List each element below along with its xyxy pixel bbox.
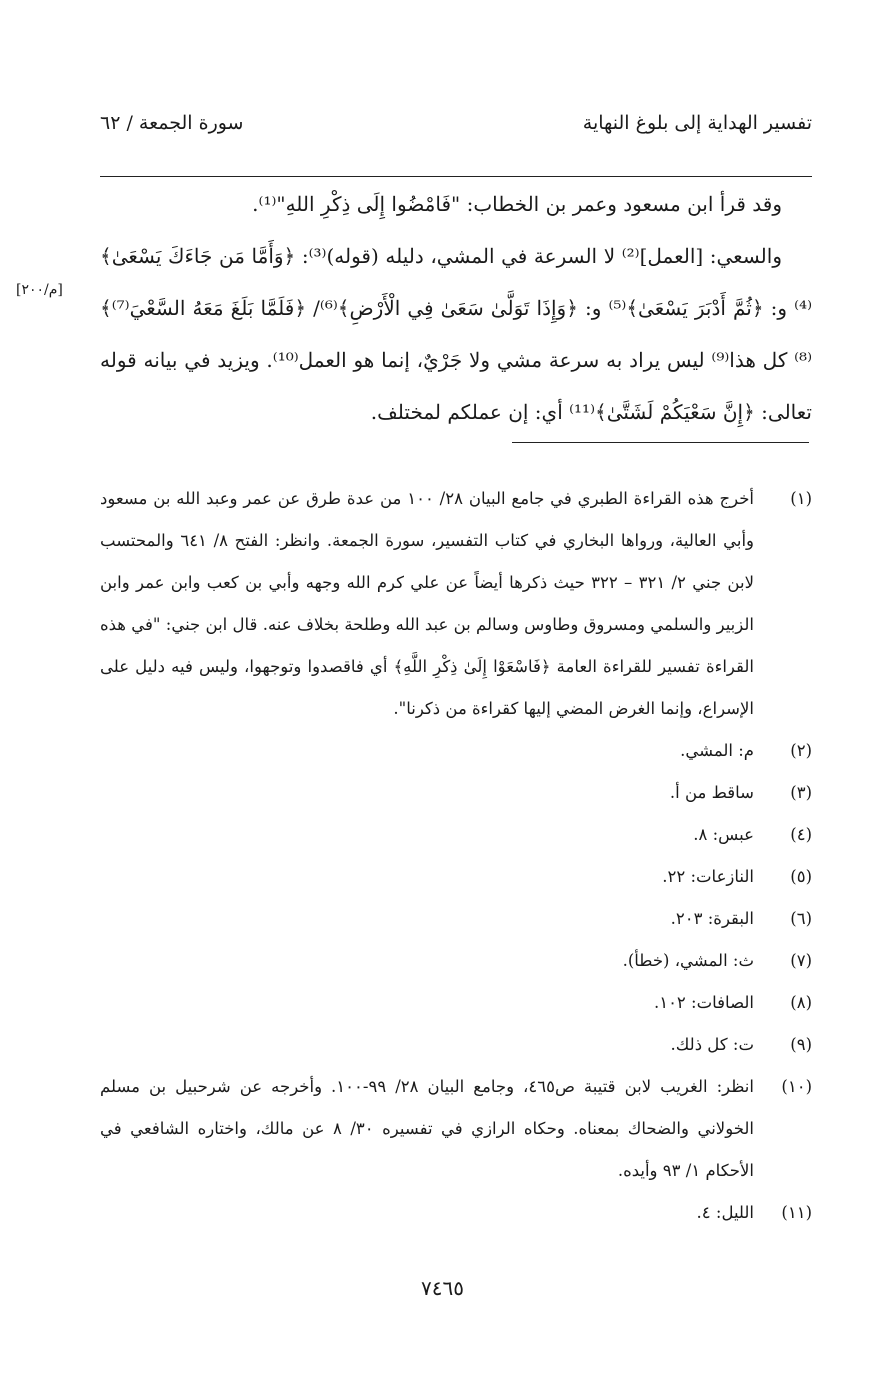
header-divider xyxy=(100,176,812,177)
footnote-7 xyxy=(100,940,812,982)
footnote-text: الصافات: ١٠٢. xyxy=(653,993,754,1012)
footnote-number: (٣) xyxy=(790,783,812,802)
footnote-3 xyxy=(100,772,812,814)
footnote-8 xyxy=(100,982,812,1024)
surah-page-label: سورة الجمعة / ٦٢ xyxy=(100,112,244,134)
book-title: تفسير الهداية إلى بلوغ النهاية xyxy=(582,112,812,134)
footnote-number: (٧) xyxy=(790,951,812,970)
footnote-number: (٨) xyxy=(790,993,812,1012)
footnote-9 xyxy=(100,1024,812,1066)
manuscript-marker: [م/٢٠٠] xyxy=(16,282,63,298)
footnote-text: عبس: ٨. xyxy=(693,825,754,844)
footnote-number: (١١) xyxy=(781,1203,812,1222)
footnote-number: (٩) xyxy=(790,1035,812,1054)
footnote-6 xyxy=(100,898,812,940)
footnote-number: (١) xyxy=(790,489,812,508)
main-text xyxy=(100,178,812,438)
footnote-text: النازعات: ٢٢. xyxy=(662,867,754,886)
footnote-number: (٢) xyxy=(790,741,812,760)
page-number: ٧٤٦٥ xyxy=(421,1276,464,1300)
footnote-divider xyxy=(512,442,809,443)
footnote-10 xyxy=(100,1066,812,1192)
footnote-number: (٥) xyxy=(790,867,812,886)
footnote-text: ساقط من أ. xyxy=(669,783,754,802)
footnote-text: ث: المشي، (خطأ). xyxy=(622,951,754,970)
footnote-number: (٤) xyxy=(790,825,812,844)
footnote-number: (٦) xyxy=(790,909,812,928)
running-header xyxy=(100,112,812,144)
footnote-text: أخرج هذه القراءة الطبري في جامع البيان ٢٨/ ١٠٠ من عدة طرق عن عمر وعبد الله بن مسعود وأبي العالية، ورواها البخاري في كتاب التفسير، سورة الجمعة. وانظر: الفتح ٨/ ٦٤١ والمحتسب لابن جني ٢/ ٣٢١ – ٣٢٢ حيث ذكرها أيضاً عن علي كرم الله وجهه وأبي بن كعب وابن عمر وابن الزبير والسلمي ومسروق وطاوس وسالم بن عبد الله وطلحة بخلاف عنه. قال ابن جني: "في هذه القراءة تفسير للقراءة العامة ﴿فَاسْعَوْا إِلَىٰ ذِكْرِ اللَّهِ﴾ أي فاقصدوا وتوجهوا، وليس فيه دليل على الإسراع، وإنما الغرض المضي إليها كقراءة من ذكرنا". xyxy=(100,489,755,718)
footnote-11 xyxy=(100,1192,812,1234)
footnote-text: انظر: الغريب لابن قتيبة ص٤٦٥، وجامع البيان ٢٨/ ٩٩-١٠٠. وأخرجه عن شرحبيل بن مسلم الخولاني والضحاك بمعناه. وحكاه الرازي في تفسيره ٣٠/ ٨ عن مالك، واختاره الشافعي في الأحكام ١/ ٩٣ وأيده. xyxy=(100,1077,754,1180)
footnote-1 xyxy=(100,478,812,730)
footnote-2 xyxy=(100,730,812,772)
paragraph-2: والسعي: [العمل]⁽²⁾ لا السرعة في المشي، دليله (قوله)⁽³⁾: ﴿وَأَمَّا مَن جَاءَكَ يَسْعَىٰ﴾⁽⁴⁾ و: ﴿ثُمَّ أَدْبَرَ يَسْعَىٰ﴾⁽⁵⁾ و: ﴿وَإِذَا تَوَلَّىٰ سَعَىٰ فِي الْأَرْضِ﴾⁽⁶⁾/ ﴿فَلَمَّا بَلَغَ مَعَهُ السَّعْيَ⁽⁷⁾﴾⁽⁸⁾ كل هذا⁽⁹⁾ ليس يراد به سرعة مشي ولا جَرْيٌ، إنما هو العمل⁽¹⁰⁾. ويزيد في بيانه قوله تعالى: ﴿إِنَّ سَعْيَكُمْ لَشَتَّىٰ﴾⁽¹¹⁾ أي: إن عملكم لمختلف. xyxy=(100,244,812,424)
footnote-text: م: المشي. xyxy=(680,741,754,760)
footnote-text: الليل: ٤. xyxy=(696,1203,754,1222)
footnote-4 xyxy=(100,814,812,856)
footnotes xyxy=(100,478,812,1234)
footnote-5 xyxy=(100,856,812,898)
paragraph-1: وقد قرأ ابن مسعود وعمر بن الخطاب: "فَامْضُوا إِلَى ذِكْرِ اللهِ"⁽¹⁾. xyxy=(252,192,782,216)
footnote-text: البقرة: ٢٠٣. xyxy=(670,909,754,928)
footnote-number: (١٠) xyxy=(781,1077,812,1096)
footnote-text: ت: كل ذلك. xyxy=(670,1035,754,1054)
